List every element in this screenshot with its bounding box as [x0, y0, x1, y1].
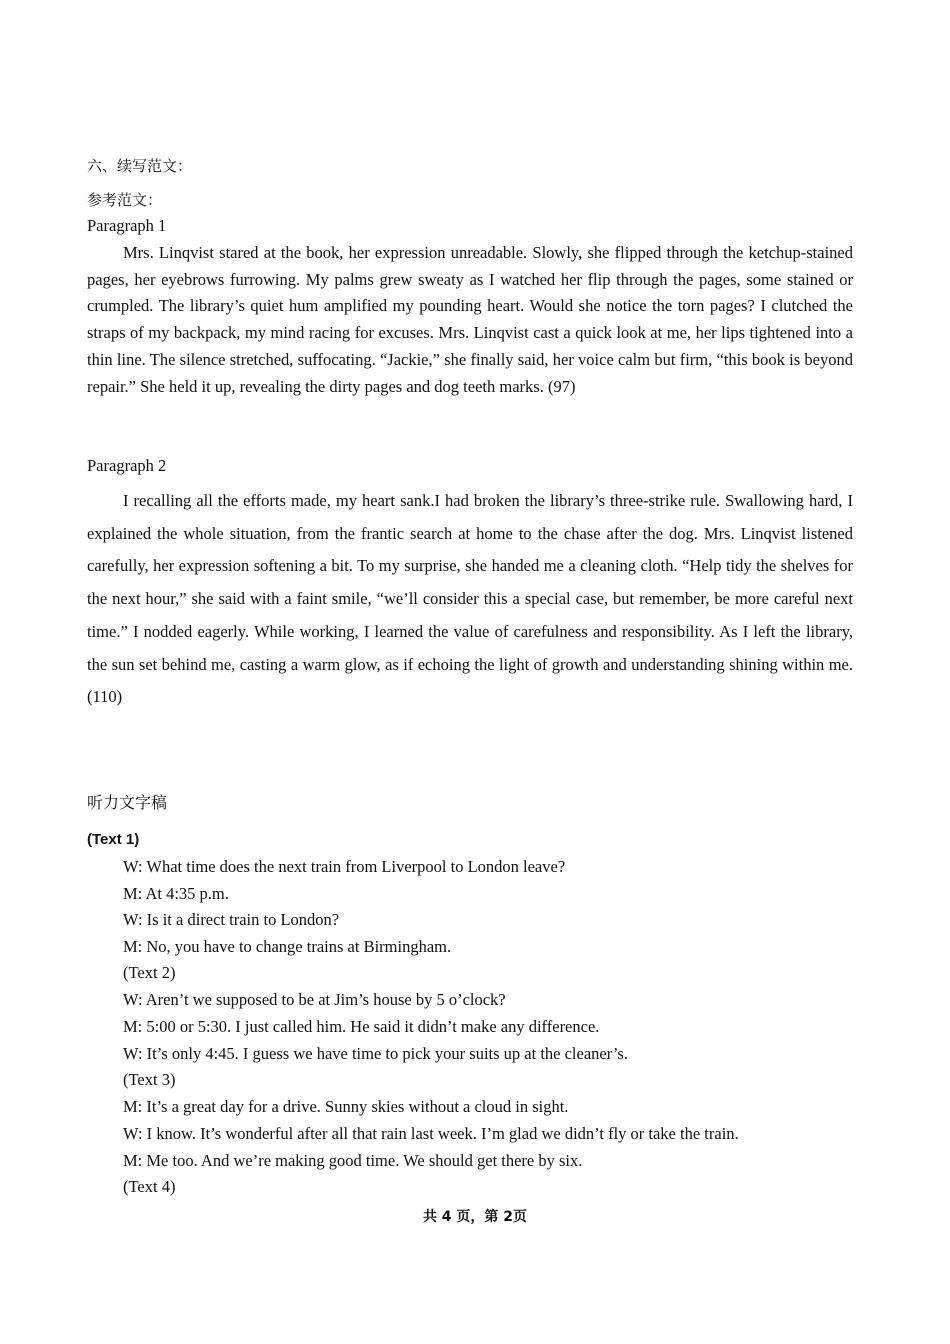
dialogue-line: (Text 4) — [123, 1177, 176, 1196]
dialogue-line: M: No, you have to change trains at Birmingham. — [123, 937, 452, 956]
dialogue-line: W: Is it a direct train to London? — [123, 910, 340, 929]
dialogue-line: (Text 3) — [123, 1070, 176, 1089]
text1-label: (Text 1) — [87, 831, 140, 848]
dialogue-line: M: Me too. And we’re making good time. We should get there by six. — [123, 1151, 583, 1170]
dialogue-line: W: What time does the next train from Liverpool to London leave? — [123, 857, 566, 876]
dialogue-line: M: 5:00 or 5:30. I just called him. He said it didn’t make any difference. — [123, 1017, 600, 1036]
paragraph1-label: Paragraph 1 — [87, 216, 167, 235]
dialogue-line: M: It’s a great day for a drive. Sunny skies without a cloud in sight. — [123, 1097, 569, 1116]
dialogue-line: M: At 4:35 p.m. — [123, 884, 229, 903]
dialogue-line: W: Aren’t we supposed to be at Jim’s house by 5 o’clock? — [123, 990, 506, 1009]
dialogue-line: (Text 2) — [123, 963, 176, 982]
paragraph1-text: Mrs. Linqvist stared at the book, her expression unreadable. Slowly, she flipped through the ketchup-stained pages, her eyebrows furrowing. My palms grew sweaty as I watched her flip through the pages, some stained or crumpled. The library’s quiet hum amplified my pounding heart. Would she notice the torn pages? I clutched the straps of my backpack, my mind racing for excuses. Mrs. Linqvist cast a quick look at me, her lips tightened into a thin line. The silence stretched, suffocating. “Jackie,” she finally said, her voice calm but firm, “this book is beyond repair.” She held it up, revealing the dirty pages and dog teeth marks. (97) — [87, 243, 853, 396]
transcript-title: 听力文字稿 — [87, 793, 168, 812]
dialogue-line: W: It’s only 4:45. I guess we have time to pick your suits up at the cleaner’s. — [123, 1044, 628, 1063]
page-footer: 共 4 页，第 2页 — [422, 1209, 528, 1225]
dialogue-line: W: I know. It’s wonderful after all that rain last week. I’m glad we didn’t fly or take the train. — [123, 1124, 739, 1143]
paragraph2-label: Paragraph 2 — [87, 456, 167, 475]
section-title: 六、续写范文： — [87, 157, 193, 175]
reference-label: 参考范文： — [87, 191, 163, 209]
paragraph2-text: I recalling all the efforts made, my heart sank.I had broken the library’s three-strike rule. Swallowing hard, I explained the whole situation, from the frantic search at home to the chase after the dog. Mrs. Linqvist listened carefully, her expression softening a bit. To my surprise, she handed me a cleaning cloth. “Help tidy the shelves for the next hour,” she said with a faint smile, “we’ll consider this a special case, but remember, be more careful next time.” I nodded eagerly. While working, I learned the value of carefulness and responsibility. As I left the library, the sun set behind me, casting a warm glow, as if echoing the light of growth and understanding shining within me. (110) — [87, 491, 853, 707]
